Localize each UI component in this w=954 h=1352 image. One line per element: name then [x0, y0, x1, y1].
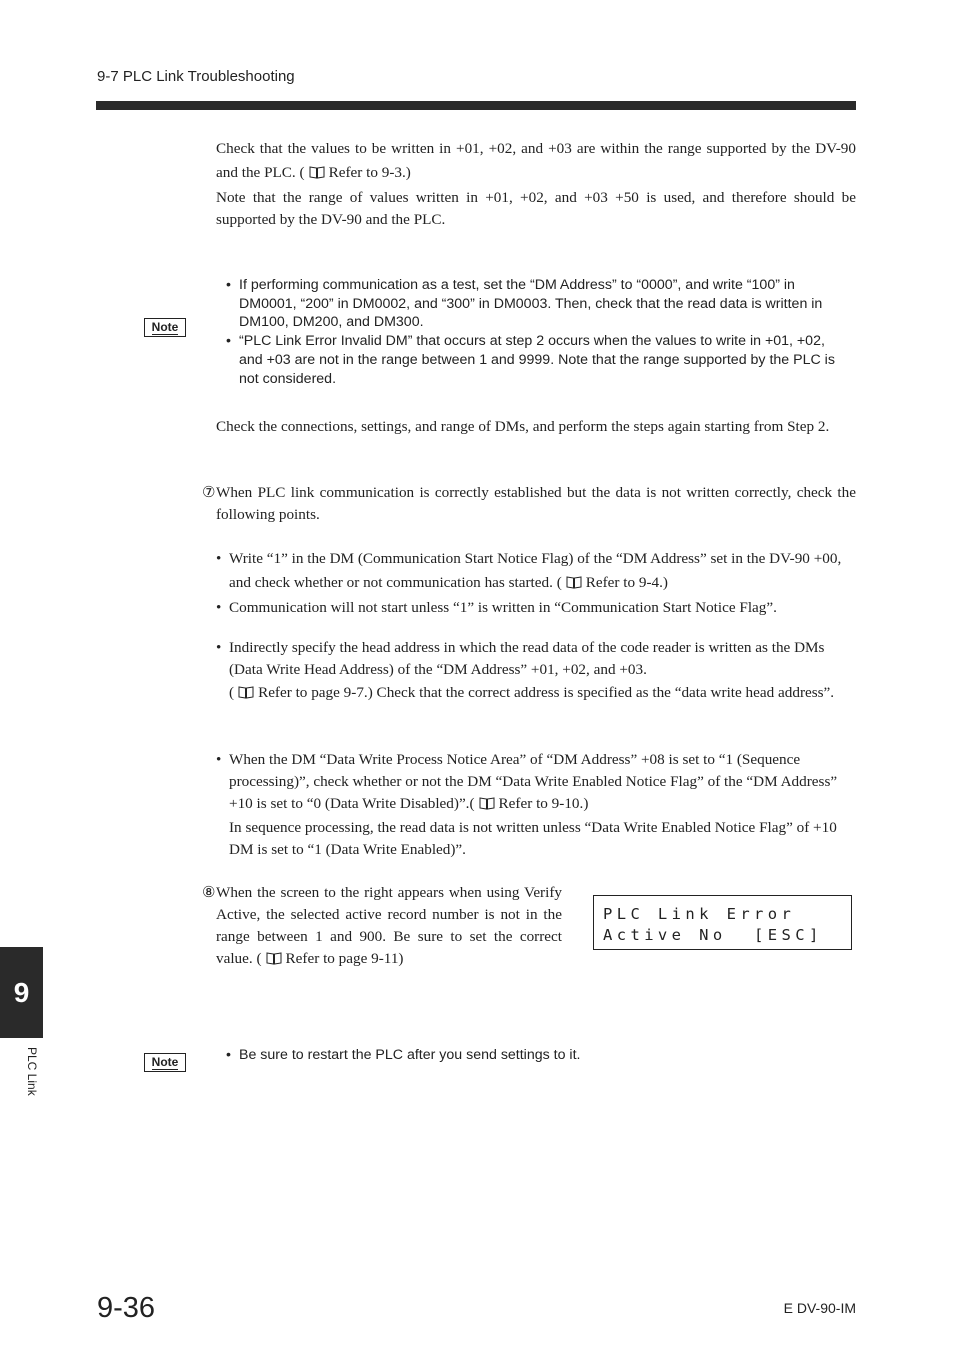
step7-bullets-a: [216, 547, 856, 619]
lcd-display: [593, 895, 852, 950]
reference-link[interactable]: Refer to page 9-11): [285, 950, 404, 967]
range-note-text: Note that the range of values written in +01, +02, and +03 +50 is used, and therefore should be supported by the DV-90 and the PLC.: [216, 189, 856, 228]
range-check-paragraph: [216, 137, 856, 231]
note-item: • Be sure to restart the PLC after you send settings to it.: [226, 1046, 848, 1065]
note-list: [226, 276, 848, 388]
book-icon: [479, 795, 495, 817]
reference-link[interactable]: Refer to 9-10.): [498, 795, 589, 812]
document-code: E DV-90-IM: [783, 1300, 856, 1316]
note-badge: Note: [144, 1053, 186, 1072]
header-rule: [96, 101, 856, 110]
reference-link[interactable]: Refer to 9-3.): [328, 164, 411, 181]
note-list: [226, 1046, 848, 1065]
step8-paragraph: [216, 882, 562, 972]
list-item: • Write “1” in the DM (Communication Start Notice Flag) of the “DM Address” set in the DV-90 +00, and check whether or not communication has started. ( Refer to 9-4.): [216, 547, 856, 597]
note-item: • “PLC Link Error Invalid DM” that occurs at step 2 occurs when the values to write in +01, +02, and +03 are not in the range between 1 and 9999. Note that the range supported by the PLC is not considered.: [226, 332, 848, 388]
recheck-text: Check the connections, settings, and range of DMs, and perform the steps again starting from Step 2.: [216, 418, 830, 435]
book-icon: [238, 683, 254, 707]
chapter-side-label: PLC Link: [25, 1047, 39, 1096]
reference-link[interactable]: Refer to 9-4.): [585, 574, 668, 591]
recheck-paragraph: [216, 416, 856, 438]
lcd-line-1: PLC Link Error: [603, 905, 796, 923]
list-item: • Indirectly specify the head address in which the read data of the code reader is written as the DMs (Data Write Head Address) of the “DM Address” +01, +02, and +03. ( Refer to page 9-7.) Check that the correct address is specified as the “data write head address”.: [216, 637, 856, 707]
page-number: 9-36: [97, 1292, 156, 1324]
step-marker: ⑦: [202, 484, 216, 501]
note-badge: Note: [144, 318, 186, 337]
book-icon: [309, 163, 325, 187]
lcd-line-2: Active No [ESC]: [603, 926, 823, 944]
step7-bullets-c: [216, 749, 856, 861]
step7-text: When PLC link communication is correctly established but the data is not written correctly, check the following points.: [216, 484, 856, 523]
list-item: • When the DM “Data Write Process Notice Area” of “DM Address” +08 is set to “1 (Sequence processing)”, check whether or not the DM “Data Write Enabled Notice Flag” of the “DM Address” +10 is set to “0 (Data Write Disabled)”.( Refer to 9-10.) In sequence processing, the read data is not written unless “Data Write Enabled Notice Flag” of +10 DM is set to “1 (Data Write Enabled)”.: [216, 749, 856, 861]
reference-link[interactable]: Refer to page 9-7.) Check that the correct address is specified as the “data write head address”.: [258, 684, 835, 701]
book-icon: [266, 950, 282, 972]
range-check-text: Check that the values to be written in +01, +02, and +03 are within the range supported by the DV-90 and the PLC. (: [216, 140, 856, 181]
chapter-tab: 9: [0, 947, 43, 1038]
step7-bullets-b: [216, 637, 856, 707]
step-marker: ⑧: [202, 884, 216, 901]
book-icon: [566, 573, 582, 597]
list-item: • Communication will not start unless “1” is written in “Communication Start Notice Flag”.: [216, 597, 856, 619]
step7-paragraph: [216, 482, 856, 526]
step8-text: When the screen to the right appears when using Verify Active, the selected active record number is not in the range between 1 and 900. Be sure to set the correct value. (: [216, 884, 562, 967]
note-item: • If performing communication as a test, set the “DM Address” to “0000”, and write “100” in DM0001, “200” in DM0002, and “300” in DM0003. Then, check that the read data is written in DM100, DM200, and DM300.: [226, 276, 848, 332]
running-header: 9-7 PLC Link Troubleshooting: [97, 68, 295, 85]
